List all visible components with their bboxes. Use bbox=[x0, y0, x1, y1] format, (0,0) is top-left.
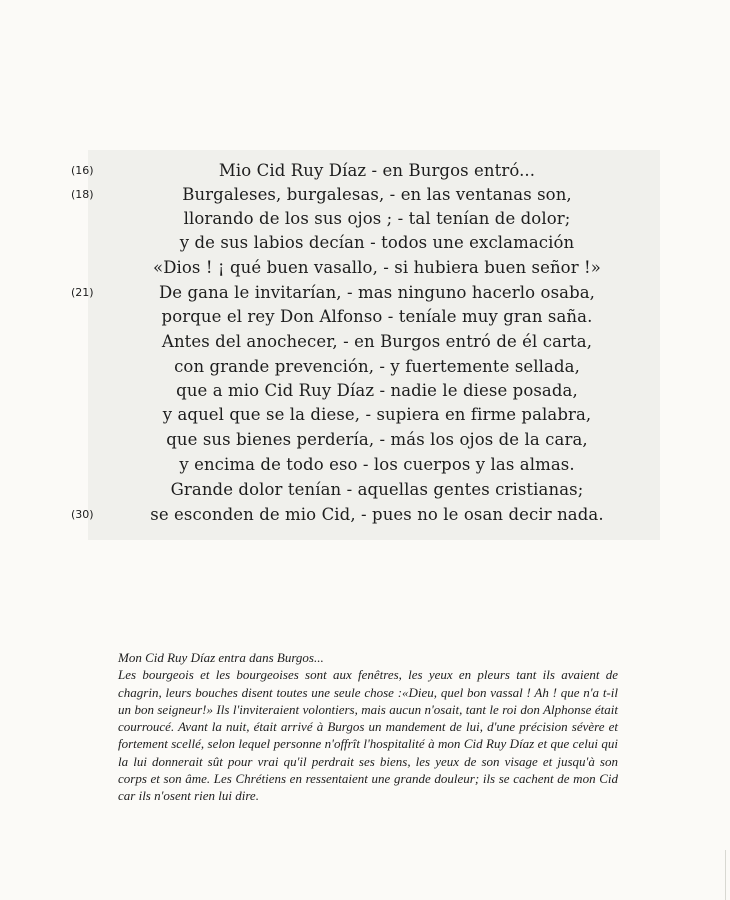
line-number: (30) bbox=[71, 508, 94, 521]
verse-line: y encima de todo eso - los cuerpos y las almas. bbox=[179, 455, 575, 474]
verse-line: se esconden de mio Cid, - pues no le osan decir nada. bbox=[150, 505, 604, 524]
verse-line: que a mio Cid Ruy Díaz - nadie le diese posada, bbox=[176, 381, 578, 400]
line-number: (21) bbox=[71, 286, 94, 299]
verse-line: que sus bienes perdería, - más los ojos de la cara, bbox=[166, 430, 588, 449]
french-translation bbox=[118, 649, 618, 805]
verse-line: «Dios ! ¡ qué buen vasallo, - si hubiera buen señor !» bbox=[153, 258, 601, 277]
verse-line: Grande dolor tenían - aquellas gentes cristianas; bbox=[170, 480, 584, 499]
verse-line: Burgaleses, burgalesas, - en las ventanas son, bbox=[182, 185, 572, 204]
verse-line: llorando de los sus ojos ; - tal tenían de dolor; bbox=[183, 209, 571, 228]
page-edge bbox=[725, 850, 726, 900]
translation-first-line: Mon Cid Ruy Díaz entra dans Burgos... bbox=[118, 650, 324, 665]
verse-line: De gana le invitarían, - mas ninguno hacerlo osaba, bbox=[158, 283, 596, 302]
verse-line: Antes del anochecer, - en Burgos entró de él carta, bbox=[161, 332, 593, 351]
line-number: (18) bbox=[71, 188, 94, 201]
translation-paragraph: Les bourgeois et les bourgeoises sont aux fenêtres, les yeux en pleurs tant ils avaient de chagrin, leurs bouches disent toutes une seule chose :«Dieu, quel bon vassal ! Ah ! que n'a t-il un bon seigneur!» Ils l'inviteraient volontiers, mais aucun n'osait, tant le roi don Alphonse était courroucé. Avant la nuit, était arrivé à Burgos un mandement de lui, d'une précision sévère et fortement scellé, selon lequel personne n'offrît l'hospitalité à mon Cid Ruy Díaz et que celui qui la lui donnerait sût pour vrai qu'il perdrait ses biens, les yeux de son visage et jusqu'à son corps et son âme. Les Chrétiens en ressentaient une grande douleur; ils se cachent de mon Cid car ils n'osent rien lui dire. bbox=[118, 667, 618, 804]
verse-line: con grande prevención, - y fuertemente sellada, bbox=[174, 357, 580, 376]
verse-line: porque el rey Don Alfonso - teníale muy gran saña. bbox=[161, 307, 593, 326]
verse-line: Mio Cid Ruy Díaz - en Burgos entró... bbox=[218, 161, 536, 180]
line-number: (16) bbox=[71, 164, 94, 177]
verse-line: y aquel que se la diese, - supiera en firme palabra, bbox=[162, 405, 592, 424]
verse-line: y de sus labios decían - todos une exclamación bbox=[179, 233, 575, 252]
